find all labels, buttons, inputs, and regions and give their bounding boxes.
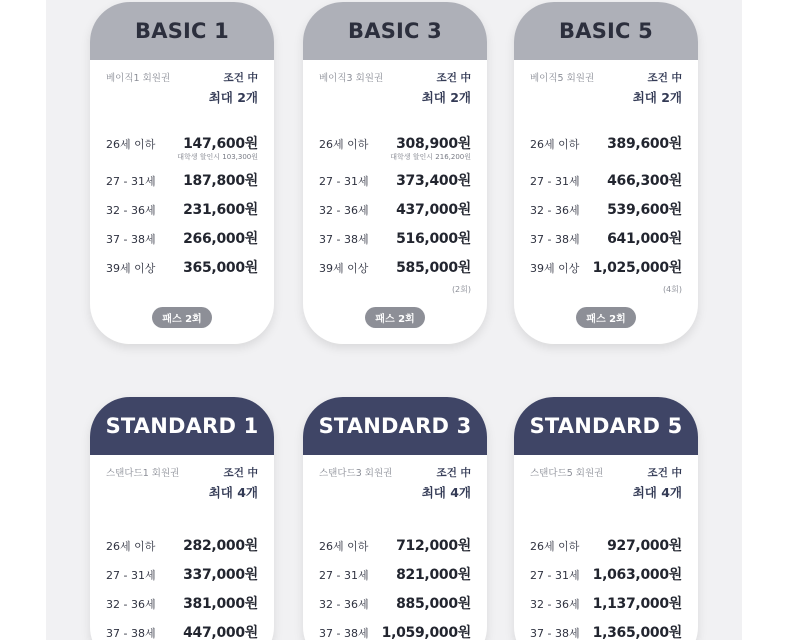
condition-label: 조건 中 xyxy=(647,72,682,84)
price-value: 821,000원 xyxy=(396,567,471,583)
age-range: 32 - 36세 xyxy=(106,598,156,611)
age-range: 32 - 36세 xyxy=(319,204,369,217)
price-row xyxy=(530,257,682,279)
condition-label: 조건 中 xyxy=(223,72,258,84)
price-row xyxy=(319,564,471,586)
price-row xyxy=(106,257,258,279)
price-row xyxy=(319,199,471,221)
price-value: 1,059,000원 xyxy=(381,625,471,640)
age-range: 26세 이하 xyxy=(106,138,156,151)
price-value: 365,000원 xyxy=(183,260,258,276)
membership-name: 스탠다드1 회원권 xyxy=(106,468,180,479)
price-row xyxy=(106,133,258,161)
price-row xyxy=(530,133,682,155)
age-range: 32 - 36세 xyxy=(530,204,580,217)
price-value: 187,800원 xyxy=(183,173,258,189)
price-value: 266,000원 xyxy=(183,231,258,247)
card-title: BASIC 1 xyxy=(90,2,274,60)
age-range: 37 - 38세 xyxy=(530,233,580,246)
age-range: 26세 이하 xyxy=(106,540,156,553)
price-row xyxy=(106,564,258,586)
price-value: 381,000원 xyxy=(183,596,258,612)
age-range: 37 - 38세 xyxy=(106,233,156,246)
age-range: 26세 이하 xyxy=(530,540,580,553)
max-count-label: 최대 2개 xyxy=(421,90,471,105)
price-value: 1,063,000원 xyxy=(592,567,682,583)
price-value: 1,025,000원 xyxy=(592,260,682,276)
price-row xyxy=(106,199,258,221)
age-range: 27 - 31세 xyxy=(530,569,580,582)
price-value: 437,000원 xyxy=(396,202,471,218)
card-title: STANDARD 1 xyxy=(90,397,274,455)
condition-label: 조건 中 xyxy=(223,467,258,479)
pass-count-badge: 패스 2회 xyxy=(576,307,636,328)
age-range: 39세 이상 xyxy=(319,262,369,275)
session-count-note: (2회) xyxy=(451,285,471,294)
basic-5-card xyxy=(514,2,698,344)
condition-label: 조건 中 xyxy=(436,72,471,84)
price-value: 585,000원 xyxy=(396,260,471,276)
age-range: 32 - 36세 xyxy=(530,598,580,611)
membership-name: 베이직5 회원권 xyxy=(530,73,595,84)
price-row xyxy=(319,228,471,250)
price-value: 147,600원 xyxy=(183,136,258,152)
age-range: 39세 이상 xyxy=(106,262,156,275)
discount-note: 대학생 할인시 216,200원 xyxy=(390,153,471,161)
card-title: STANDARD 3 xyxy=(303,397,487,455)
age-range: 26세 이하 xyxy=(319,540,369,553)
price-value: 516,000원 xyxy=(396,231,471,247)
membership-name: 베이직3 회원권 xyxy=(319,73,384,84)
price-value: 447,000원 xyxy=(183,625,258,640)
price-row xyxy=(319,170,471,192)
age-range: 27 - 31세 xyxy=(319,175,369,188)
price-row xyxy=(319,535,471,557)
condition-label: 조건 中 xyxy=(436,467,471,479)
membership-name: 베이직1 회원권 xyxy=(106,73,171,84)
price-row xyxy=(530,199,682,221)
max-count-label: 최대 4개 xyxy=(421,485,471,500)
price-value: 389,600원 xyxy=(607,136,682,152)
price-value: 539,600원 xyxy=(607,202,682,218)
max-count-label: 최대 4개 xyxy=(632,485,682,500)
max-count-label: 최대 2개 xyxy=(632,90,682,105)
age-range: 37 - 38세 xyxy=(319,233,369,246)
basic-1-card xyxy=(90,2,274,344)
price-row xyxy=(106,622,258,640)
age-range: 27 - 31세 xyxy=(530,175,580,188)
max-count-label: 최대 4개 xyxy=(208,485,258,500)
age-range: 32 - 36세 xyxy=(319,598,369,611)
basic-3-card xyxy=(303,2,487,344)
age-range: 26세 이하 xyxy=(319,138,369,151)
standard-1-card xyxy=(90,397,274,640)
card-title: BASIC 5 xyxy=(514,2,698,60)
price-value: 466,300원 xyxy=(607,173,682,189)
card-title: STANDARD 5 xyxy=(514,397,698,455)
price-row xyxy=(530,170,682,192)
price-value: 1,365,000원 xyxy=(592,625,682,640)
price-row xyxy=(106,593,258,615)
price-row xyxy=(530,228,682,250)
price-row xyxy=(530,593,682,615)
price-value: 282,000원 xyxy=(183,538,258,554)
price-value: 927,000원 xyxy=(607,538,682,554)
price-row xyxy=(319,593,471,615)
price-value: 885,000원 xyxy=(396,596,471,612)
discount-note: 대학생 할인시 103,300원 xyxy=(177,153,258,161)
price-row xyxy=(319,133,471,161)
age-range: 27 - 31세 xyxy=(319,569,369,582)
price-row xyxy=(530,564,682,586)
age-range: 32 - 36세 xyxy=(106,204,156,217)
age-range: 37 - 38세 xyxy=(530,627,580,640)
membership-name: 스탠다드3 회원권 xyxy=(319,468,393,479)
price-row xyxy=(530,622,682,640)
pass-count-badge: 패스 2회 xyxy=(152,307,212,328)
price-row xyxy=(106,535,258,557)
price-row xyxy=(319,622,471,640)
age-range: 26세 이하 xyxy=(530,138,580,151)
price-value: 373,400원 xyxy=(396,173,471,189)
price-row xyxy=(106,228,258,250)
age-range: 27 - 31세 xyxy=(106,569,156,582)
age-range: 37 - 38세 xyxy=(319,627,369,640)
age-range: 39세 이상 xyxy=(530,262,580,275)
session-count-note: (4회) xyxy=(662,285,682,294)
membership-name: 스탠다드5 회원권 xyxy=(530,468,604,479)
age-range: 27 - 31세 xyxy=(106,175,156,188)
price-value: 337,000원 xyxy=(183,567,258,583)
price-value: 641,000원 xyxy=(607,231,682,247)
price-row xyxy=(319,257,471,279)
standard-5-card xyxy=(514,397,698,640)
price-value: 712,000원 xyxy=(396,538,471,554)
age-range: 37 - 38세 xyxy=(106,627,156,640)
standard-3-card xyxy=(303,397,487,640)
price-value: 1,137,000원 xyxy=(592,596,682,612)
condition-label: 조건 中 xyxy=(647,467,682,479)
max-count-label: 최대 2개 xyxy=(208,90,258,105)
price-row xyxy=(530,535,682,557)
price-value: 308,900원 xyxy=(396,136,471,152)
price-value: 231,600원 xyxy=(183,202,258,218)
card-title: BASIC 3 xyxy=(303,2,487,60)
price-row xyxy=(106,170,258,192)
pass-count-badge: 패스 2회 xyxy=(365,307,425,328)
